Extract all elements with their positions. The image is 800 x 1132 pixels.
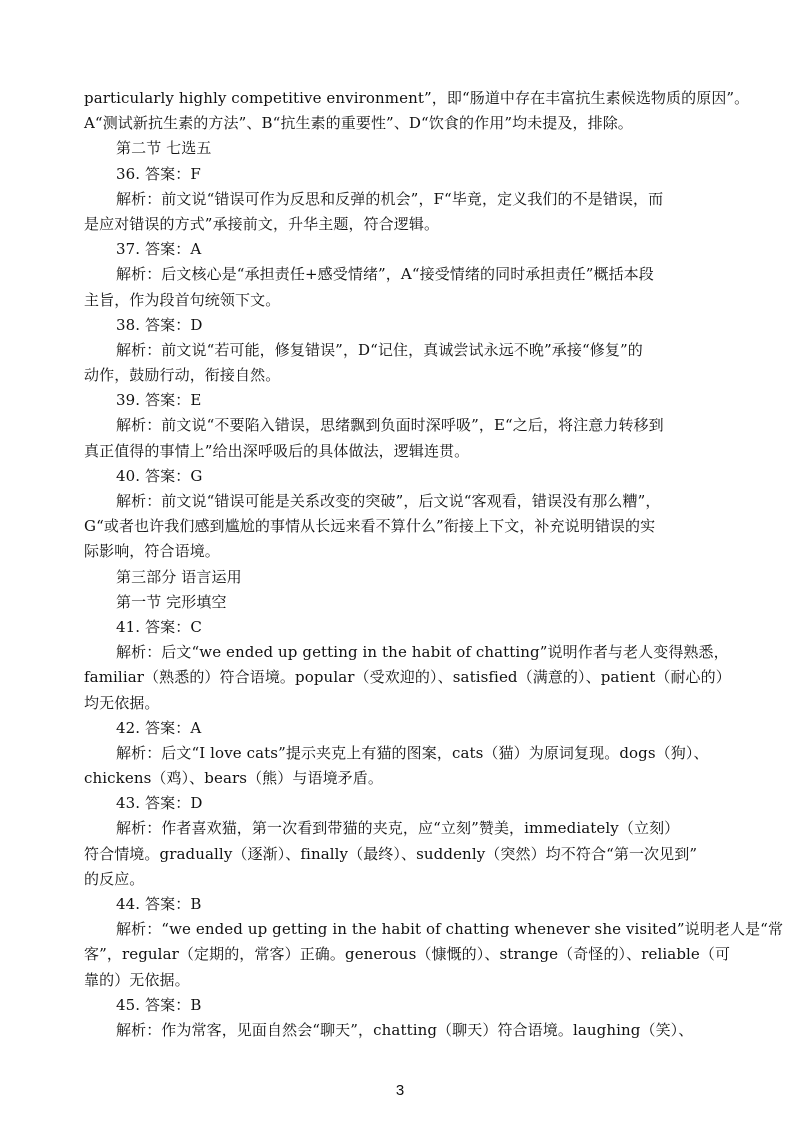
- explanation-line: 际影响，符合语境。: [84, 542, 220, 561]
- explanation-line: 真正值得的事情上”给出深呼吸后的具体做法，逻辑连贯。: [84, 441, 470, 460]
- answer-line: 44. 答案：B: [116, 895, 202, 913]
- explanation-line: G“或者也许我们感到尴尬的事情从长远来看不算什么”衔接上下文，补充说明错误的实: [84, 517, 656, 536]
- explanation-line: 主旨，作为段首句统领下文。: [84, 290, 281, 309]
- answer-line: 45. 答案：B: [116, 995, 202, 1014]
- section-heading: 第三部分 语言运用: [116, 567, 242, 586]
- explanation-line: 解析：后文核心是“承担责任+感受情绪”，A“接受情绪的同时承担责任”概括本段: [116, 265, 654, 284]
- answer-line: 36. 答案：F: [116, 164, 201, 183]
- explanation-line: chickens（鸡）、bears（熊）与语境矛盾。: [84, 769, 383, 788]
- explanation-line: 解析：后文“we ended up getting in the habit of chatting”说明作者与老人变得熟悉，: [116, 643, 729, 662]
- answer-explanations: [84, 86, 784, 1043]
- explanation-line: 解析：前文说“若可能，修复错误”，D“记住，真诚尝试永远不晚”承接“修复”的: [116, 340, 643, 359]
- explanation-line: 动作，鼓励行动，衔接自然。: [84, 366, 281, 385]
- answer-line: 42. 答案：A: [116, 718, 202, 737]
- answer-line: 41. 答案：C: [116, 617, 202, 636]
- explanation-line: 符合情境。gradually（逐渐）、finally（最终）、suddenly（突然）均不符合“第一次见到”: [84, 844, 698, 863]
- text-line: A“测试新抗生素的方法”、B“抗生素的重要性”、D“饮食的作用”均未提及，排除。: [84, 114, 633, 133]
- explanation-line: 解析：前文说“错误可作为反思和反弹的机会”，F“毕竟，定义我们的不是错误，而: [116, 189, 664, 208]
- explanation-line: 解析：作者喜欢猫，第一次看到带猫的夹克，应“立刻”赞美，immediately（立刻）: [116, 819, 680, 838]
- explanation-line: 客”，regular（定期的，常客）正确。generous（慷慨的）、strange（奇怪的）、reliable（可: [84, 945, 731, 964]
- explanation-line: 解析：作为常客，见面自然会“聊天”，chatting（聊天）符合语境。laughing（笑）、: [116, 1020, 694, 1039]
- section-heading: 第二节 七选五: [116, 139, 212, 158]
- answer-line: 43. 答案：D: [116, 794, 203, 813]
- page-number: 3: [395, 1082, 405, 1099]
- explanation-line: 解析：前文说“不要陷入错误，思绪飘到负面时深呼吸”，E“之后，将注意力转移到: [116, 416, 664, 435]
- answer-line: 39. 答案：E: [116, 391, 202, 410]
- explanation-line: 是应对错误的方式”承接前文，升华主题，符合逻辑。: [84, 214, 440, 233]
- answer-line: 37. 答案：A: [116, 240, 202, 259]
- section-heading: 第一节 完形填空: [116, 592, 227, 611]
- explanation-line: 的反应。: [84, 869, 145, 888]
- explanation-line: 解析：“we ended up getting in the habit of chatting whenever she visited”说明老人是“常: [116, 920, 784, 939]
- explanation-line: 均无依据。: [84, 693, 160, 712]
- explanation-line: 靠的）无依据。: [84, 970, 190, 989]
- explanation-line: 解析：后文“I love cats”提示夹克上有猫的图案，cats（猫）为原词复现。dogs（狗）、: [116, 743, 709, 762]
- explanation-line: familiar（熟悉的）符合语境。popular（受欢迎的）、satisfied（满意的）、patient（耐心的）: [84, 668, 731, 687]
- text-line: particularly highly competitive environment”，即“肠道中存在丰富抗生素候选物质的原因”。: [84, 89, 750, 107]
- explanation-line: 解析：前文说“错误可能是关系改变的突破”，后文说“客观看，错误没有那么糟”，: [116, 492, 661, 510]
- answer-line: 38. 答案：D: [116, 315, 203, 334]
- answer-line: 40. 答案：G: [116, 466, 203, 485]
